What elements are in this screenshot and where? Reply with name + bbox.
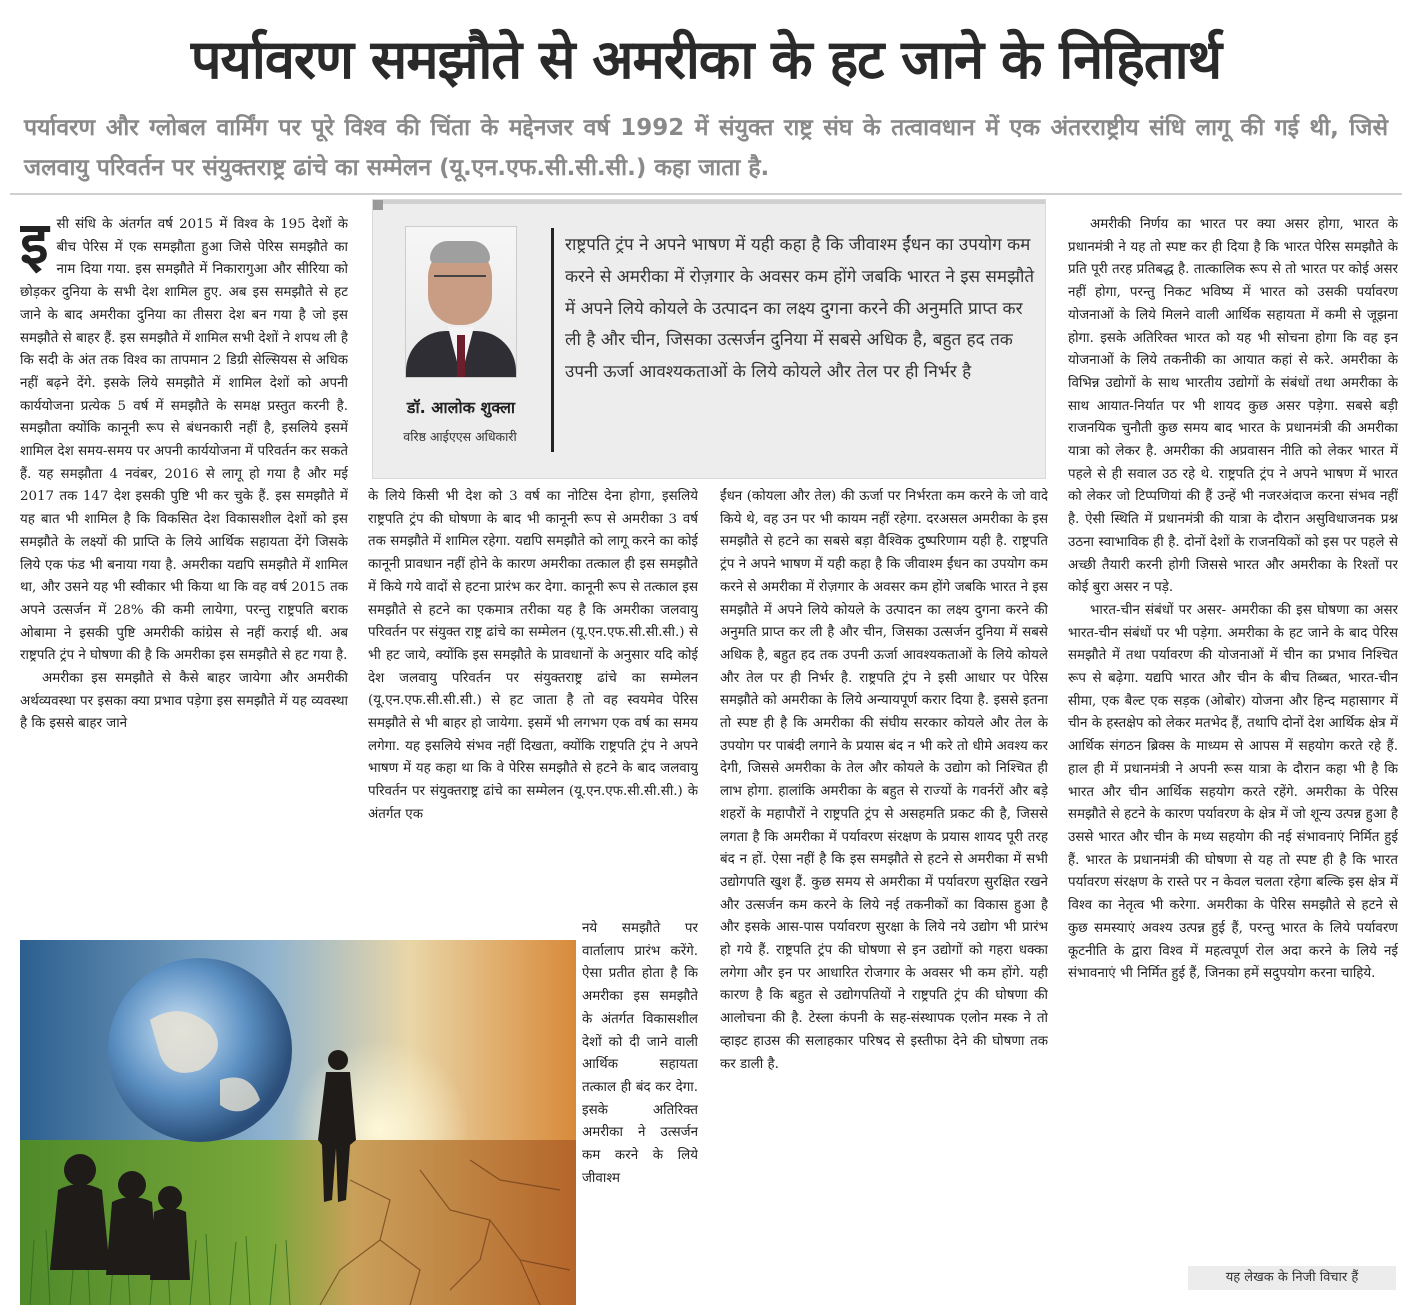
box-top-border <box>373 200 1045 204</box>
drop-cap: इ <box>20 214 49 277</box>
article-column-3 <box>720 486 1048 1292</box>
box-corner-mark <box>373 200 383 210</box>
headline: पर्यावरण समझौते से अमरीका के हट जाने के निहितार्थ <box>190 28 1222 91</box>
paragraph: के लिये किसी भी देश को 3 वर्ष का नोटिस देना होगा, इसलिये राष्ट्रपति ट्रंप की घोषणा के बाद भी कानूनी रूप से अमरीका 3 वर्ष तक समझौते में शामिल रहेगा. यद्यपि समझौते को लागू करने का कोई कानूनी प्रावधान नहीं होने के कारण अमरीका तत्काल ही इस समझौते में किये गये वादों से हटना प्रारंभ कर देगा. कानूनी रूप से तत्काल इस समझौते से हटने का एकमात्र तरीका यह है कि अमरीका जलवायु परिवर्तन पर संयुक्त राष्ट्र ढांचे का सम्मेलन (यू.एन.एफ.सी.सी.सी.) से भी हट जाये, क्योंकि इस समझौते के प्रावधानों के अनुसार यदि कोई देश जलवायु परिवर्तन पर संयुक्तराष्ट्र ढांचे का सम्मेलन (यू.एन.एफ.सी.सी.सी.) से हट जाता है तो वह स्वयमेव पेरिस समझौते से भी बाहर हो जायेगा. इसमें भी लगभग एक वर्ष का समय लगेगा. यह इसलिये संभव नहीं दिखता, क्योंकि राष्ट्रपति ट्रंप ने अपने भाषण में यह कहा था कि वे पेरिस समझौते से हटने के बाद जलवायु परिवर्तन पर संयुक्तराष्ट्र ढांचे का सम्मेलन (यू.एन.एफ.सी.सी.सी.) के अंतर्गत एक <box>368 489 698 822</box>
pull-quote: राष्ट्रपति ट्रंप ने अपने भाषण में यही कहा है कि जीवाश्म ईंधन का उपयोग कम करने से अमरीका में रोज़गार के अवसर कम होंगे जबकि भारत ने इस समझौते में अपने लिये कोयले के उत्पादन का लक्ष्य दुगना करने की अनुमति प्राप्त कर ली है और चीन, जिसका उत्सर्जन दुनिया में सबसे अधिक है, बहुत हद तक उपनी ऊर्जा आवश्यकताओं के लिये कोयले और तेल पर ही निर्भर है <box>565 235 1035 383</box>
photo-hair <box>430 241 490 263</box>
article-column-2-continued <box>582 918 698 1298</box>
paragraph: नये समझौते पर वार्तालाप प्रारंभ करेंगे. ऐसा प्रतीत होता है कि अमरीका इस समझौते के अंतर्गत विकासशील देशों को दी जाने वाली आर्थिक सहायता तत्काल ही बंद कर देगा. इसके अतिरिक्त अमरीका ने उत्सर्जन कम करने के लिये जीवाश्म <box>582 921 698 1186</box>
quote-bar <box>551 228 554 452</box>
illustration-svg <box>20 940 576 1305</box>
article-column-4 <box>1068 214 1398 1260</box>
paragraph: अमरीका इस समझौते से कैसे बाहर जायेगा और अमरीकी अर्थव्यवस्था पर इसका क्या प्रभाव पड़ेगा इस समझौते में यह व्यवस्था है कि इससे बाहर जाने <box>20 671 348 732</box>
author-name: डॉ. आलोक शुक्ला <box>406 398 516 417</box>
paragraph: ईंधन (कोयला और तेल) की ऊर्जा पर निर्भरता कम करने के जो वादे किये थे, वह उन पर भी कायम नहीं रहेगा. दरअसल अमरीका के इस समझौते से हटने का सबसे बड़ा वैश्विक दुष्परिणाम यही है. राष्ट्रपति ट्रंप ने अपने भाषण में यही कहा है कि जीवाश्म ईंधन का उपयोग कम करने से अमरीका में रोज़गार के अवसर कम होंगे जबकि भारत ने इस समझौते में अपने लिये कोयले के उत्पादन का लक्ष्य दुगना करने की अनुमति प्राप्त कर ली है और चीन, जिसका उत्सर्जन दुनिया में सबसे अधिक है, बहुत हद तक उपनी ऊर्जा आवश्यकताओं के लिये कोयले और तेल पर ही निर्भर है. राष्ट्रपति ट्रंप ने इसी आधार पर पेरिस समझौते को अमरीका के लिये अन्यायपूर्ण करार दिया है. इससे इतना तो स्पष्ट ही है कि अमरीका की संघीय सरकार कोयले और तेल के उपयोग पर पाबंदी लगाने के प्रयास बंद न भी करे तो धीमे अवश्य कर देगी, जिससे अमरीका के तेल और कोयले के उद्योग को निश्चित ही लाभ होगा. हालांकि अमरीका के बहुत से राज्यों के गवर्नरों और बड़े शहरों के महापौरों ने राष्ट्रपति ट्रंप से असहमति प्रकट की है, जिससे लगता है कि अमरीका में पर्यावरण संरक्षण के प्रयास शायद पूरी तरह बंद न हों. ऐसा नहीं है कि इस समझौते से हटने से अमरीका में सभी उद्योगपति खुश हैं. कुछ समय से अमरीका में पर्यावरण सुरक्षित रखने और उत्सर्जन कम करने के लिये नई तकनीकों का विकास हुआ है और इसके आस-पास पर्यावरण सुरक्षा के लिये नये उद्योग भी प्रारंभ हो गये हैं. राष्ट्रपति ट्रंप की घोषणा से इन उद्योगों को गहरा धक्का लगेगा और इन पर आधारित रोजगार के अवसर भी कम होंगे. यही कारण है कि बहुत से उद्योगपतियों ने राष्ट्रपति ट्रंप की घोषणा की आलोचना की है. टेस्ला कंपनी के सह-संस्थापक एलोन मस्क ने तो व्हाइट हाउस की सलाहकार परिषद से इस्तीफा देने की घोषणा तक कर डाली है. <box>720 489 1048 1072</box>
paragraph <box>20 214 348 668</box>
author-title: वरिष्ठ आईएएस अधिकारी <box>403 429 517 444</box>
author-quote-box <box>372 199 1046 479</box>
paragraph: भारत-चीन संबंधों पर असर- अमरीका की इस घोषणा का असर भारत-चीन संबंधों पर भी पड़ेगा. अमरीका के हट जाने के बाद पेरिस समझौते में तथा पर्यावरण की योजनाओं में चीन का प्रभाव निश्चित रूप से बढ़ेगा. यद्यपि भारत और चीन के बीच तिब्बत, भारत-चीन सीमा, एक बैल्ट एक सड़क (ओबोर) योजना और हिन्द महासागर में चीन के हस्तक्षेप को लेकर मतभेद हैं, तथापि दोनों देश आर्थिक क्षेत्र में आर्थिक संगठन ब्रिक्स के माध्यम से आपस में सहयोग करते रहे हैं. हाल ही में प्रधानमंत्री ने अपनी रूस यात्रा के दौरान कहा भी है कि भारत और चीन आर्थिक सहयोग करते रहेंगे. अमरीका के पेरिस समझौते से हटने के कारण पर्यावरण के क्षेत्र में जो शून्य उत्पन्न हुआ है उससे भारत और चीन के मध्य सहयोग की नई संभावनाएं निर्मित हुई हैं. भारत के प्रधानमंत्री की घोषणा से यह तो स्पष्ट ही है कि भारत पर्यावरण संरक्षण के रास्ते पर न केवल चलता रहेगा बल्कि इस क्षेत्र में विश्व का नेतृत्व भी करेगा. अमरीका के पेरिस समझौते से हटने से कुछ समस्याएं अवश्य उत्पन्न हुई हैं, परन्तु भारत के लिये पर्यावरण कूटनीति के द्वारा विश्व में महत्वपूर्ण रोल अदा करने के लिये नई संभावनाएं भी निर्मित हुई हैं, जिनका हमें सदुपयोग करना चाहिये. <box>1068 602 1398 982</box>
deck-subheading: पर्यावरण और ग्लोबल वार्मिंग पर पूरे विश्व की चिंता के मद्देनजर वर्ष 1992 में संयुक्त राष्ट्र संघ के तत्वावधान में एक अंतरराष्ट्रीय संधि लागू की गई थी, जिसे जलवायु परिवर्तन पर संयुक्तराष्ट्र ढांचे का सम्मेलन (यू.एन.एफ.सी.सी.सी.) कहा जाता है. <box>24 115 1388 181</box>
disclaimer-note: यह लेखक के निजी विचार हैं <box>1188 1266 1396 1290</box>
paragraph: अमरीकी निर्णय का भारत पर क्या असर होगा, भारत के प्रधानमंत्री ने यह तो स्पष्ट कर ही दिया है कि भारत पेरिस समझौते के प्रति पूरी तरह प्रतिबद्ध है. तात्कालिक रूप से तो भारत पर कोई असर नहीं होगा, परन्तु निकट भविष्य में भारत को उसकी पर्यावरण योजनाओं के लिये मिलने वाली आर्थिक सहायता में कमी से जूझना होगा. इसके अतिरिक्त भारत को यह भी सोचना होगा कि वह इन योजनाओं के लिये तकनीकी का आयात कहां से करे. अमरीका के विभिन्न उद्योगों के साथ भारतीय उद्योगों के संबंधों तथा अमरीका के साथ आयात-निर्यात पर भी शायद कुछ असर पड़ेगा. सबसे बड़ी राजनयिक चुनौती कुछ समय बाद भारत के प्रधानमंत्री की अमरीका यात्रा को लेकर है. अमरीका की अप्रवासन नीति को लेकर भारत में पहले से ही सवाल उठ रहे थे. राष्ट्रपति ट्रंप ने अपने भाषण में भारत को लेकर जो टिप्पणियां की हैं उन्हें भी नजरअंदाज करना संभव नहीं है. ऐसी स्थिति में प्रधानमंत्री की यात्रा के दौरान असुविधाजनक प्रश्न उठना स्वाभाविक ही है. दोनों देशों के राजनयिकों को इस पर पहले से अच्छी तैयारी करनी होगी जिससे भारत और अमरीका के रिश्तों पर कोई बुरा असर न पड़े. <box>1068 217 1398 596</box>
photo-glasses <box>434 275 486 289</box>
paragraph-text: सी संधि के अंतर्गत वर्ष 2015 में विश्व के 195 देशों के बीच पेरिस में एक समझौता हुआ जिसे पेरिस समझौते का नाम दिया गया. इस समझौते में निकारागुआ और सीरिया को छोड़कर दुनिया के सभी देश शामिल हुए. अब इस समझौते से हट जाने के बाद अमरीका दुनिया का तीसरा देश बन गया है जो इस समझौते से बाहर हैं. इस समझौते में शामिल सभी देशों ने शपथ ली है कि सदी के अंत तक विश्व का तापमान 2 डिग्री सेल्सियस से अधिक नहीं बढ़ने देंगे. इसके लिये समझौते में शामिल देशों को अपनी कार्ययोजना प्रत्येक 5 वर्ष में समझौते के समक्ष प्रस्तुत करनी है. समझौता क्योंकि कानूनी रूप से बंधनकारी नहीं है, इसलिये इसमें शामिल देश समय-समय पर अपनी कार्ययोजना में परिवर्तन कर सकते हैं. यह समझौता 4 नवंबर, 2016 से लागू हो गया है और मई 2017 तक 147 देश इसकी पुष्टि भी कर चुके हैं. इस समझौते में यह बात भी शामिल है कि विकसित देश विकासशील देशों को इस समझौते के लक्ष्यों की प्राप्ति के लिये आर्थिक सहायता देंगे जिसके लिये एक फंड भी बनाया गया है. अमरीका यद्यपि समझौते में शामिल था, और उसने यह भी स्वीकार भी किया था कि वह वर्ष 2015 तक अपने उत्सर्जन में 28% की कमी लायेगा, परन्तु राष्ट्रपति बराक ओबामा ने इसकी पुष्टि अमरीकी कांग्रेस से नहीं कराई थी. अब राष्ट्रपति ट्रंप ने घोषणा की है कि अमरीका इस समझौते से हट गया है. <box>20 217 348 664</box>
article-column-1 <box>20 214 348 922</box>
author-photo <box>405 226 517 378</box>
article-column-2 <box>368 486 698 918</box>
article-illustration <box>20 940 576 1305</box>
photo-tie <box>457 335 465 377</box>
divider <box>10 193 1402 195</box>
